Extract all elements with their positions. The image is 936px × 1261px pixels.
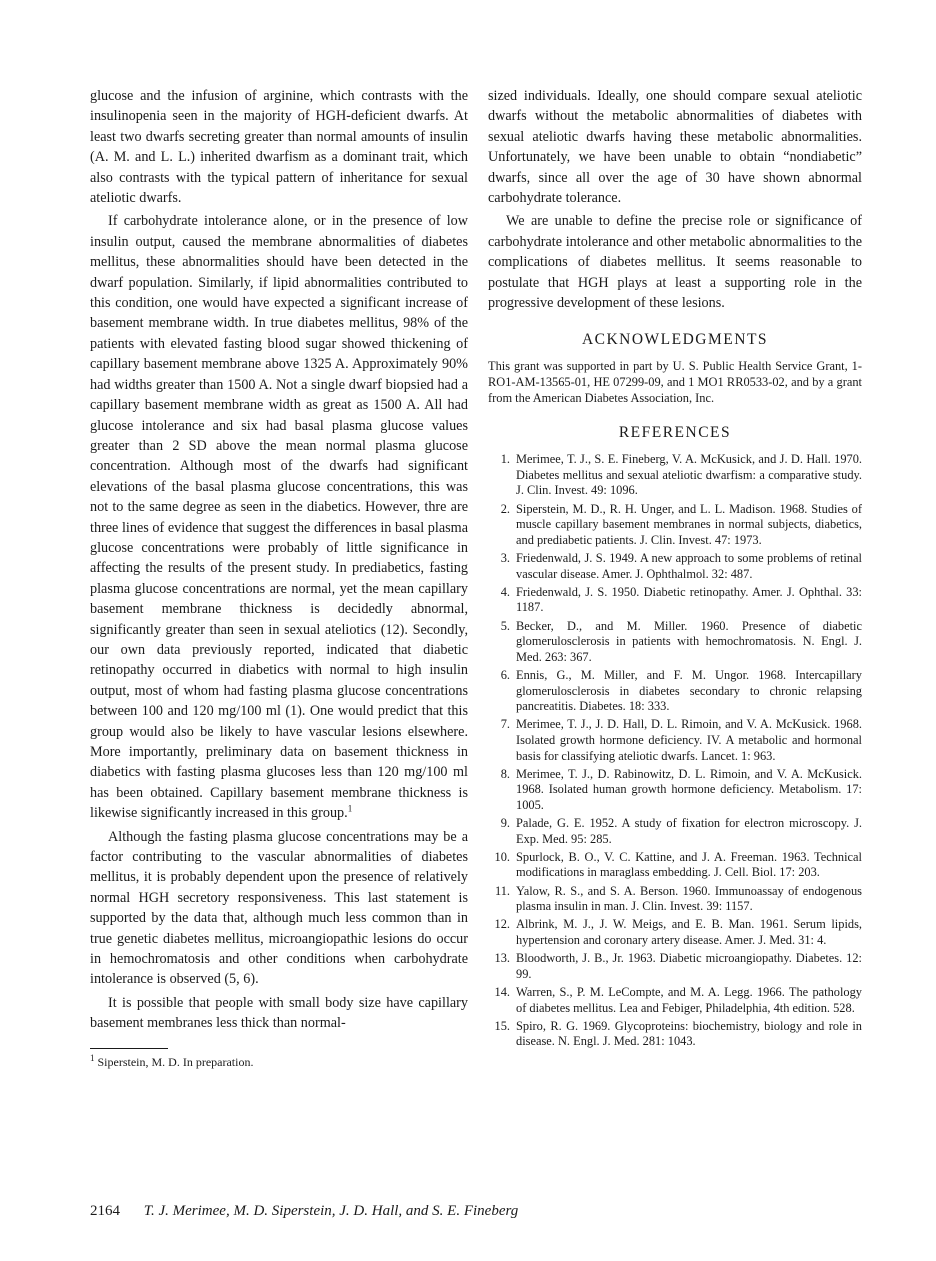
body-paragraph: We are unable to define the precise role or significance of carbohydrate intolerance and other metabolic abnormalities to the complications of diabetes mellitus. It seems reasonable to postulate that HGH plays at least a supporting role in the progressive development of these lesions. [488,213,862,312]
right-column [488,86,862,1053]
reference-item: 15. Spiro, R. G. 1969. Glycoproteins: biochemistry, biology and role in disease. N. Engl. J. Med. 281: 1043. [494,1018,862,1049]
footnote-marker: 1 [347,803,353,814]
reference-item: 1. Merimee, T. J., S. E. Fineberg, V. A. McKusick, and J. D. Hall. 1970. Diabetes mellitus and sexual ateliotic dwarfism: a comparative study. J. Clin. Invest. 49: 1096. [500,452,862,498]
acknowledgments-heading: ACKNOWLEDGMENTS [581,331,769,349]
reference-item: 6. Ennis, G., M. Miller, and F. M. Ungor. 1968. Intercapillary glomerulosclerosis in diabetes secondary to chronic relapsing pancreatitis. Diabetes. 18: 333. [500,667,862,714]
page-footer [90,1201,862,1221]
reference-item: 7. Merimee, T. J., J. D. Hall, D. L. Rimoin, and V. A. McKusick. 1968. Isolated growth hormone deficiency. IV. A metabolic and hormonal basis for classifying ateliotic dwarfs. Lancet. 1: 963. [500,717,862,763]
footnote-divider [90,1048,168,1049]
left-column [90,86,468,1070]
footnote: $^1$ Siperstein, M. D. In preparation. [90,1052,254,1069]
reference-item: 2. Siperstein, M. D., R. H. Unger, and L. L. Madison. 1968. Studies of muscle capillary basement membranes in normal subjects, diabetics, and prediabetic patients. J. Clin. Invest. 47: 1973. [500,501,862,547]
body-paragraph: glucose and the infusion of arginine, which contrasts with the insulinopenia seen in the majority of HGH-deficient dwarfs. At least two dwarfs secreting greater than normal amounts of insulin (A. M. and L. L.) inherited dwarfism as a dominant trait, which also contrasts with the typical pattern of inheritance for sexual ateliotic dwarfs. [90,88,468,207]
page-number: 2164 [90,1203,120,1219]
body-paragraph: If carbohydrate intolerance alone, or in the presence of low insulin output, caused the membrane abnormalities of diabetes mellitus, these abnormalities should have been detected in the dwarf population. Similarly, if lipid abnormalities contributed to this condition, one would have expected a significant increase of basement membrane width. In true diabetes mellitus, 98% of the patients with elevated fasting blood sugar showed thickening of capillary basement membrane above 1325 A. Approximately 90% had widths greater than 1500 A. Not a single dwarf biopsied had a capillary basement membrane width as great as 1500 A. All had glucose intolerance and six had basal plasma glucose values greater than 2 SD above the mean normal plasma glucose concentration. Although most of the dwarfs had significant elevations of the basal plasma glucose concentrations, this was not to the same degree as seen in the diabetics. However, thre are three lines of evidence that suggest the differences in basal plasma glucose concentrations were probably of little significance in affecting the results of the present study. In prediabetics, fasting plasma glucose concentrations are normal, yet the mean capillary basement membrane thickness is decidedly abnormal, significantly greater than seen in sexual ateliotics (12). Secondly, our own data previously reported, indicated that diabetic retinopathy occurred in diabetics with normal to high insulin output, most of whom had fasting plasma glucose concentrations between 100 and 120 mg/100 ml (1). One would predict that this group would also be likely to have vascular lesions elsewhere. More importantly, preliminary data on basement thickness in diabetics with fasting plasma glucoses less than 120 mg/100 ml has been obtained. Capillary basement membrane thickness is likewise significantly increased in this group.$^1$ [90,213,468,822]
reference-item: 14. Warren, S., P. M. LeCompte, and M. A. Legg. 1966. The pathology of diabetes mellitus. Lea and Febiger, Philadelphia, 4th edition. 528. [494,984,862,1015]
body-paragraph: It is possible that people with small body size have capillary basement membranes less thick than normal- [90,994,468,1032]
body-paragraph: sized individuals. Ideally, one should compare sexual ateliotic dwarfs without the metabolic abnormalities of diabetes with sexual ateliotic dwarfs having these metabolic abnormalities. Unfortunately, we have been unable to obtain “nondiabetic” dwarfs, since all over the age of 30 have shown abnormal carbohydrate tolerance. [488,88,862,207]
reference-item: 5. Becker, D., and M. Miller. 1960. Presence of diabetic glomerulosclerosis in patients with hemochromatosis. N. Engl. J. Med. 263: 367. [500,618,862,664]
running-authors: T. J. Merimee, M. D. Siperstein, J. D. Hall, and S. E. Fineberg [143,1203,519,1219]
reference-item: 9. Palade, G. E. 1952. A study of fixation for electron microscopy. J. Exp. Med. 95: 285. [500,816,862,846]
reference-item: 8. Merimee, T. J., D. Rabinowitz, D. L. Rimoin, and V. A. McKusick. 1968. Isolated human growth hormone deficiency. Metabolism. 17: 1005. [500,766,862,812]
reference-item: 11. Yalow, R. S., and S. A. Berson. 1960. Immunoassay of endogenous plasma insulin in man. J. Clin. Invest. 39: 1157. [494,883,862,914]
references-list [488,452,862,1050]
reference-item: 4. Friedenwald, J. S. 1950. Diabetic retinopathy. Amer. J. Ophthal. 33: 1187. [500,584,862,615]
references-heading: REFERENCES [618,424,732,442]
reference-item: 10. Spurlock, B. O., V. C. Kattine, and J. A. Freeman. 1963. Technical modifications in maraglass embedding. J. Cell. Biol. 17: 203. [494,849,862,880]
reference-item: 13. Bloodworth, J. B., Jr. 1963. Diabetic microangiopathy. Diabetes. 12: 99. [494,951,862,981]
reference-item: 12. Albrink, M. J., J. W. Meigs, and E. B. Man. 1961. Serum lipids, hypertension and coronary artery disease. Amer. J. Med. 31: 4. [494,917,862,947]
body-paragraph: Although the fasting plasma glucose concentrations may be a factor contributing to the vascular abnormalities of diabetes mellitus, it is probably dependent upon the presence of relatively normal HGH secretory responsiveness. This last statement is supported by the data that, although much less common than in true genetic diabetes mellitus, microangiopathic lesions do occur in hemochromatosis and other conditions when carbohydrate intolerance is observed (5, 6). [90,828,468,988]
acknowledgments-text: This grant was supported in part by U. S. Public Health Service Grant, 1-RO1-AM-13565-01, HE 07299-09, and 1 MO1 RR0533-02, and by a grant from the American Diabetes Association, Inc. [488,359,862,405]
reference-item: 3. Friedenwald, J. S. 1949. A new approach to some problems of retinal vascular disease. Amer. J. Ophthalmol. 32: 487. [500,551,862,581]
